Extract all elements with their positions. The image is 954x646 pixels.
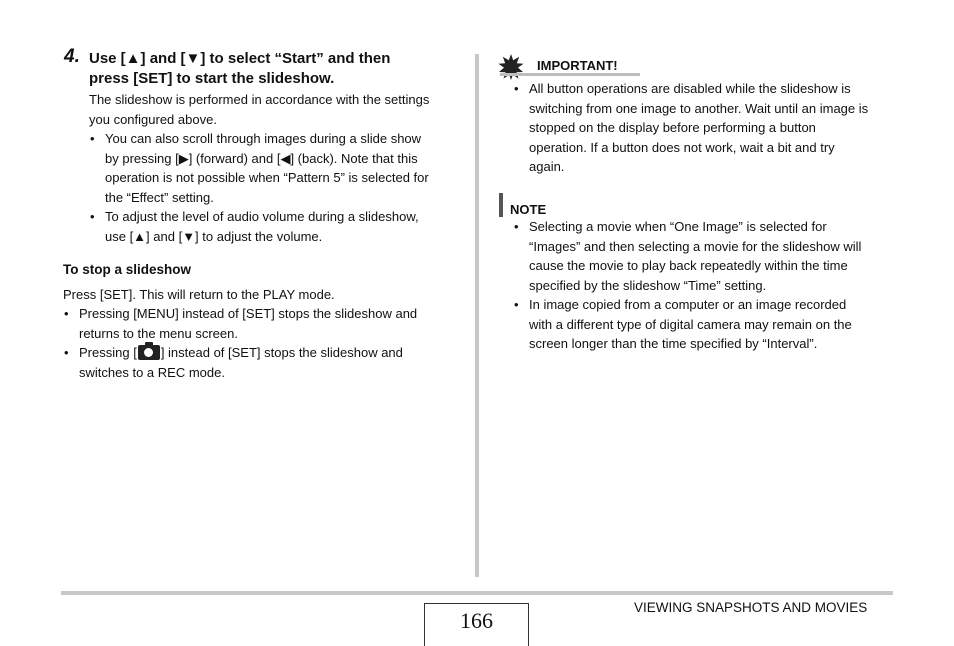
note-marker-bar	[499, 193, 503, 217]
list-item	[514, 79, 899, 177]
step-description	[89, 90, 469, 129]
bullet-dot: •	[64, 306, 69, 321]
bullet-line: specified by the slideshow “Time” setting.	[529, 277, 767, 293]
bullet-line: the “Effect” setting.	[105, 189, 214, 205]
bullet-line: All button operations are disabled while the slideshow is	[529, 81, 851, 96]
bullet-text-pre: Pressing [	[79, 345, 137, 360]
step-title-line-2: press [SET] to start the slideshow.	[89, 70, 335, 87]
bullet-line: screen longer than the time specified by “Interval”.	[529, 336, 818, 351]
bullet-line: You can also scroll through images during a slide show	[105, 131, 422, 146]
bullet-line: by pressing [▶] (forward) and [◀] (back). Note that this	[105, 150, 418, 166]
bullet-line: In image copied from a computer or an image recorded	[529, 297, 847, 312]
list-item	[514, 217, 899, 295]
bullet-dot: •	[514, 219, 519, 234]
step-title	[89, 49, 469, 89]
bullet-dot: •	[90, 209, 95, 224]
bullet-dot: •	[514, 81, 519, 96]
list-item	[64, 304, 469, 343]
page-number: 166	[424, 603, 529, 646]
bullet-line: returns to the menu screen.	[79, 325, 238, 341]
bullet-line: cause the movie to play back repeatedly within the time	[529, 258, 848, 273]
bullet-line: switching from one image to another. Wait until an image is	[529, 100, 869, 116]
bullet-line: To adjust the level of audio volume during a slideshow,	[105, 209, 419, 224]
column-divider	[475, 54, 479, 577]
step-desc-line-2: you configured above.	[89, 111, 217, 127]
camera-icon	[138, 345, 160, 360]
bullet-dot: •	[90, 131, 95, 146]
step-bullet-list	[90, 129, 475, 246]
note-label: NOTE	[510, 202, 547, 217]
bullet-line: with a different type of digital camera may remain on the	[529, 316, 852, 332]
bullet-dot: •	[514, 297, 519, 312]
step-title-line-1: Use [▲] and [▼] to select “Start” and then	[89, 50, 391, 67]
bullet-line	[79, 343, 469, 363]
list-item	[514, 295, 899, 354]
note-bullet-list	[514, 217, 899, 354]
list-item	[90, 129, 475, 207]
bullet-line: use [▲] and [▼] to adjust the volume.	[105, 228, 323, 244]
step-desc-line-1: The slideshow is performed in accordance with the settings	[89, 92, 430, 107]
bullet-line: Pressing [MENU] instead of [SET] stops the slideshow and	[79, 306, 418, 321]
bullet-line: again.	[529, 159, 565, 174]
bullet-line: stopped on the display before performing a button	[529, 120, 816, 135]
important-underline	[500, 73, 640, 76]
bullet-line: operation is not possible when “Pattern 5” is selected for	[105, 170, 429, 185]
bullet-line: Selecting a movie when “One Image” is selected for	[529, 219, 827, 234]
important-label: IMPORTANT!	[537, 58, 618, 73]
starburst-icon	[498, 54, 524, 80]
section-title: VIEWING SNAPSHOTS AND MOVIES	[634, 600, 868, 615]
stop-heading: To stop a slideshow	[63, 262, 192, 277]
bullet-dot: •	[64, 345, 69, 360]
list-item	[64, 343, 469, 382]
step-number: 4.	[64, 46, 80, 67]
stop-bullet-list	[64, 304, 469, 382]
list-item	[90, 207, 475, 246]
stop-intro: Press [SET]. This will return to the PLAY mode.	[63, 287, 335, 302]
bullet-text-post: ] instead of [SET] stops the slideshow and	[160, 345, 403, 360]
bullet-line: “Images” and then selecting a movie for the slideshow will	[529, 238, 862, 254]
bullet-line: operation. If a button does not work, wait a bit and try	[529, 139, 835, 155]
footer-rule	[61, 591, 893, 595]
important-bullet-list	[514, 79, 899, 177]
bullet-line: switches to a REC mode.	[79, 364, 225, 380]
